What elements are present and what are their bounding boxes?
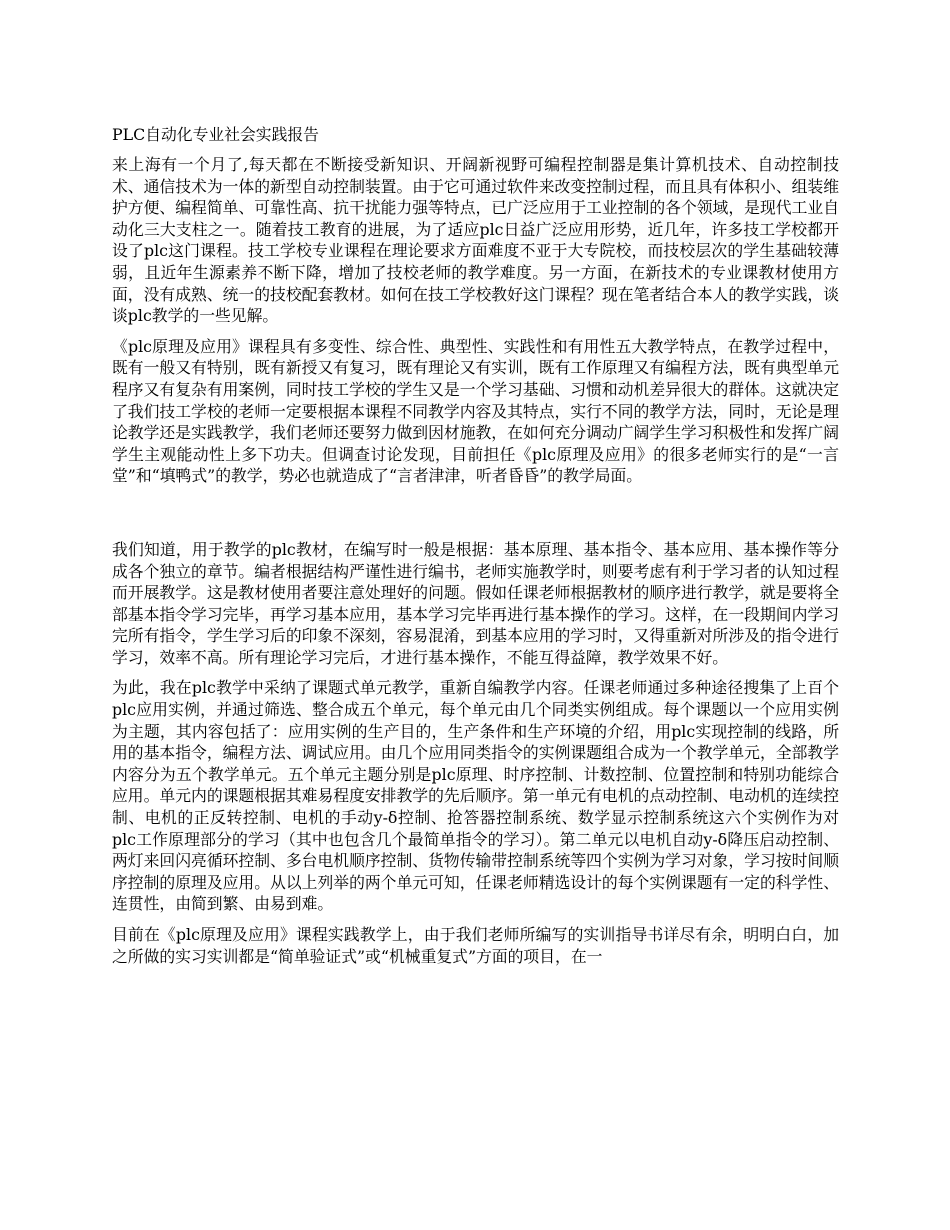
paragraph-5: 目前在《plc原理及应用》课程实践教学上，由于我们老师所编写的实训指导书详尽有余，明明白白，加之所做的实习实训都是“简单验证式”或“机械重复式”方面的项目，在一 bbox=[112, 925, 839, 966]
paragraph-1: 来上海有一个月了,每天都在不断接受新知识、开阔新视野可编程控制器是集计算机技术、自动控制技术、通信技术为一体的新型自动控制装置。由于它可通过软件来改变控制过程，而且具有体积小、组装维护方便、编程简单、可靠性高、抗干扰能力强等特点，已广泛应用于工业控制的各个领域，是现代工业自动化三大支柱之一。随着技工教育的进展，为了适应plc日益广泛应用形势，近几年，许多技工学校都开设了plc这门课程。技工学校专业课程在理论要求方面难度不亚于大专院校，而技校层次的学生基础较薄弱，且近年生源素养不断下降，增加了技校老师的教学难度。另一方面，在新技术的专业课教材使用方面，没有成熟、统一的技校配套教材。如何在技工学校教好这门课程？现在笔者结合本人的教学实践，谈谈plc教学的一些见解。 bbox=[112, 155, 839, 326]
document-body bbox=[112, 124, 839, 976]
paragraph-4: 为此，我在plc教学中采纳了课题式单元教学，重新自编教学内容。任课老师通过多种途径搜集了上百个plc应用实例，并通过筛选、整合成五个单元，每个单元由几个同类实例组成。每个课题以一个应用实例为主题，其内容包括了：应用实例的生产目的，生产条件和生产环境的介绍，用plc实现控制的线路，所用的基本指令，编程方法、调试应用。由几个应用同类指令的实例课题组合成为一个教学单元，全部教学内容分为五个教学单元。五个单元主题分别是plc原理、时序控制、计数控制、位置控制和特别功能综合应用。单元内的课题根据其难易程度安排教学的先后顺序。第一单元有电机的点动控制、电动机的连续控制、电机的正反转控制、电机的手动y-δ控制、抢答器控制系统、数学显示控制系统这六个实例作为对plc工作原理部分的学习（其中也包含几个最简单指令的学习）。第二单元以电机自动y-δ降压启动控制、两灯来回闪亮循环控制、多台电机顺序控制、货物传输带控制系统等四个实例为学习对象，学习按时间顺序控制的原理及应用。从以上列举的两个单元可知，任课老师精选设计的每个实例课题有一定的科学性、连贯性，由简到繁、由易到难。 bbox=[112, 678, 839, 914]
paragraph-3: 我们知道，用于教学的plc教材，在编写时一般是根据：基本原理、基本指令、基本应用、基本操作等分成各个独立的章节。编者根据结构严谨性进行编书，老师实施教学时，则要考虑有利于学习者的认知过程而开展教学。这是教材使用者要注意处理好的问题。假如任课老师根据教材的顺序进行教学，就是要将全部基本指令学习完毕，再学习基本应用，基本学习完毕再进行基本操作的学习。这样，在一段期间内学习完所有指令，学生学习后的印象不深刻，容易混淆，到基本应用的学习时，又得重新对所涉及的指令进行学习，效率不高。所有理论学习完后，才进行基本操作，不能互得益障，教学效果不好。 bbox=[112, 539, 839, 667]
document-title: PLC自动化专业社会实践报告 bbox=[112, 125, 319, 144]
paragraph-2: 《plc原理及应用》课程具有多变性、综合性、典型性、实践性和有用性五大教学特点，在教学过程中，既有一般又有特别，既有新授又有复习，既有理论又有实训，既有工作原理又有编程方法，既有典型单元程序又有复杂有用案例，同时技工学校的学生又是一个学习基础、习惯和动机差异很大的群体。这就决定了我们技工学校的老师一定要根据本课程不同教学内容及其特点，实行不同的教学方法，同时，无论是理论教学还是实践教学，我们老师还要努力做到因材施教，在如何充分调动广阔学生学习积极性和发挥广阔学生主观能动性上多下功夫。但调查讨论发现，目前担任《plc原理及应用》的很多老师实行的是“一言堂”和“填鸭式”的教学，势必也就造成了“言者津津，听者昏昏”的教学局面。 bbox=[112, 336, 839, 486]
